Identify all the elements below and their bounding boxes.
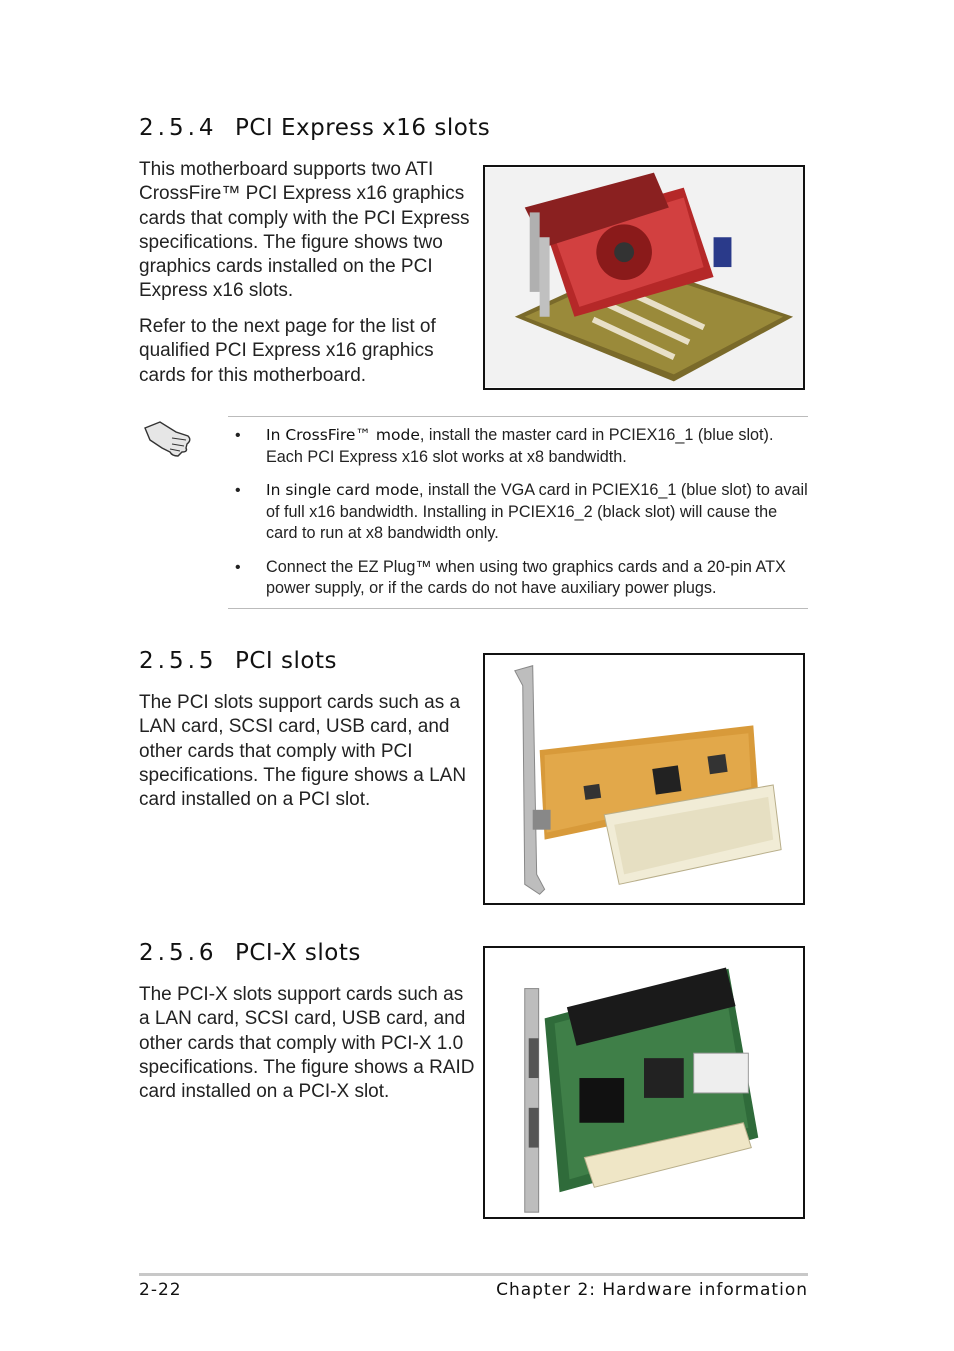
figure-pci-express-cards	[483, 165, 805, 390]
note-text: , install the master card in PCIEX16_1 (blue slot). Each PCI Express x16 slot works at x8 bandwidth.	[266, 426, 774, 466]
note-top-rule	[228, 416, 808, 417]
section-heading-pci-express	[139, 115, 490, 141]
page-number: 2-22	[139, 1280, 182, 1300]
raid-card-illustration	[485, 948, 803, 1217]
section-title: PCI Express x16 slots	[235, 115, 491, 141]
paragraph-pci-express-intro: This motherboard supports two ATI CrossFire™ PCI Express x16 graphics cards that comply with the PCI Express specifications. The figure shows two graphics cards installed on the PCI Express x16 slots.	[139, 159, 470, 302]
section-number: 2.5.4	[139, 115, 218, 141]
figure-pci-x-raid-card	[483, 946, 805, 1219]
paragraph-pci-x: The PCI-X slots support cards such as a LAN card, SCSI card, USB card, and other cards that comply with PCI-X 1.0 specifications. The figure shows a RAID card installed on a PCI-X slot.	[139, 984, 475, 1103]
section-number: 2.5.6	[139, 940, 218, 966]
graphics-cards-illustration	[485, 167, 803, 388]
bullet: •	[235, 558, 241, 576]
section-title: PCI-X slots	[235, 940, 361, 966]
note-list	[228, 425, 808, 612]
bullet: •	[235, 482, 241, 499]
section-heading-pci	[139, 648, 337, 674]
note-item-crossfire	[228, 425, 808, 468]
paragraph-pci-express-refer: Refer to the next page for the list of qualified PCI Express x16 graphics cards for this motherboard.	[139, 316, 436, 386]
note-emphasis: In single card mode	[266, 481, 419, 499]
footer-rule	[139, 1273, 808, 1276]
hand-note-icon	[142, 418, 194, 458]
section-heading-pci-x	[139, 940, 361, 966]
figure-pci-lan-card	[483, 653, 805, 905]
lan-card-illustration	[485, 655, 803, 903]
note-item-single-card	[228, 480, 808, 545]
bullet: •	[235, 427, 241, 444]
note-text: , install the VGA card in PCIEX16_1 (blue slot) to avail of full x16 bandwidth. Installing in PCIEX16_2 (black slot) will cause the card to run at x8 bandwidth only.	[266, 481, 808, 542]
note-item-ez-plug	[228, 557, 808, 600]
section-title: PCI slots	[235, 648, 337, 674]
section-number: 2.5.5	[139, 648, 218, 674]
note-bottom-rule	[228, 608, 808, 609]
chapter-title: Chapter 2: Hardware information	[496, 1280, 808, 1300]
note-text: Connect the EZ Plug™ when using two graphics cards and a 20-pin ATX power supply, or if the cards do not have auxiliary power plugs.	[266, 557, 786, 597]
note-emphasis: In CrossFire™ mode	[266, 426, 420, 444]
paragraph-pci: The PCI slots support cards such as a LAN card, SCSI card, USB card, and other cards that comply with PCI specifications. The figure shows a LAN card installed on a PCI slot.	[139, 692, 467, 811]
